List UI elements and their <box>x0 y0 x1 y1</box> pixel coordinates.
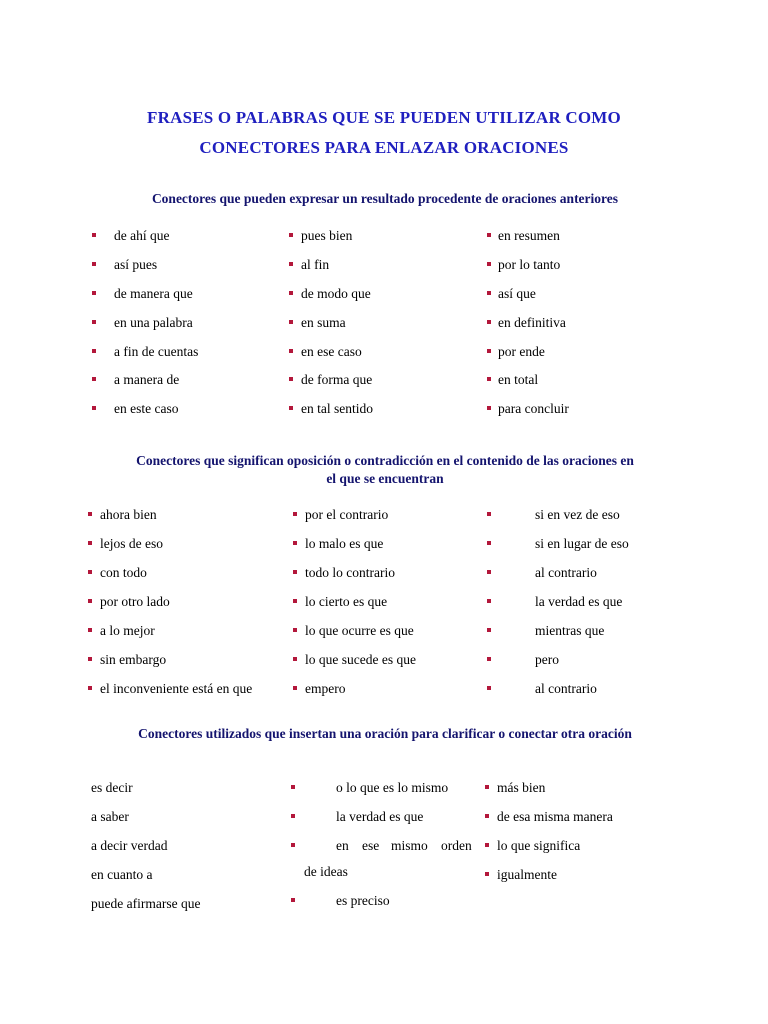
list-item: a lo mejor <box>100 623 155 638</box>
list-item: a saber <box>91 809 129 824</box>
list-item: a fin de cuentas <box>114 344 199 359</box>
list-item: al contrario <box>535 681 597 696</box>
bullet-icon <box>92 291 96 295</box>
list-item: más bien <box>497 780 546 795</box>
list-item: de manera que <box>114 286 193 301</box>
list-item: por lo tanto <box>498 257 561 272</box>
bullet-icon <box>88 570 92 574</box>
bullet-icon <box>293 512 297 516</box>
list-item: con todo <box>100 565 147 580</box>
bullet-icon <box>485 814 489 818</box>
list-item-word: ese <box>362 838 380 853</box>
list-item: sin embargo <box>100 652 167 667</box>
list-item: a manera de <box>114 372 180 387</box>
list-item: pero <box>535 652 559 667</box>
bullet-icon <box>487 599 491 603</box>
list-item: es decir <box>91 780 133 795</box>
bullet-icon <box>289 320 293 324</box>
list-item: en este caso <box>114 401 179 416</box>
list-item: si en lugar de eso <box>535 536 629 551</box>
list-item: la verdad es que <box>535 594 623 609</box>
bullet-icon <box>92 262 96 266</box>
list-item: es preciso <box>336 893 390 908</box>
bullet-icon <box>487 349 491 353</box>
bullet-icon <box>485 872 489 876</box>
section2-heading-line2: el que se encuentran <box>326 471 444 486</box>
bullet-icon <box>487 320 491 324</box>
list-item: puede afirmarse que <box>91 896 201 911</box>
list-item: de forma que <box>301 372 373 387</box>
list-item: o lo que es lo mismo <box>336 780 449 795</box>
list-item: en ese caso <box>301 344 362 359</box>
list-item: al fin <box>301 257 330 272</box>
bullet-icon <box>88 657 92 661</box>
bullet-icon <box>88 599 92 603</box>
list-item: en suma <box>301 315 346 330</box>
bullet-icon <box>487 262 491 266</box>
bullet-icon <box>88 628 92 632</box>
list-item-word: orden <box>441 838 472 853</box>
list-item: en resumen <box>498 228 560 243</box>
list-item: pues bien <box>301 228 353 243</box>
bullet-icon <box>88 512 92 516</box>
list-item: igualmente <box>497 867 557 882</box>
list-item: todo lo contrario <box>305 565 395 580</box>
list-item: lo que sucede es que <box>305 652 416 667</box>
list-item: así que <box>498 286 536 301</box>
list-item: de esa misma manera <box>497 809 613 824</box>
bullet-icon <box>293 657 297 661</box>
list-item <box>336 838 472 854</box>
bullet-icon <box>291 814 295 818</box>
list-item: lo que significa <box>497 838 581 853</box>
list-item: lo que ocurre es que <box>305 623 414 638</box>
list-item: por ende <box>498 344 545 359</box>
list-item: lo cierto es que <box>305 594 388 609</box>
bullet-icon <box>293 686 297 690</box>
section1-heading: Conectores que pueden expresar un resultado procedente de oraciones anteriores <box>151 191 619 206</box>
list-item: al contrario <box>535 565 597 580</box>
list-item: a decir verdad <box>91 838 168 853</box>
list-item: empero <box>305 681 346 696</box>
list-item: en una palabra <box>114 315 193 330</box>
bullet-icon <box>487 570 491 574</box>
bullet-icon <box>293 628 297 632</box>
bullet-icon <box>487 406 491 410</box>
bullet-icon <box>485 785 489 789</box>
bullet-icon <box>293 541 297 545</box>
bullet-icon <box>92 377 96 381</box>
list-item: para concluir <box>498 401 569 416</box>
bullet-icon <box>92 406 96 410</box>
bullet-icon <box>487 512 491 516</box>
bullet-icon <box>92 349 96 353</box>
list-item: en definitiva <box>498 315 566 330</box>
list-item: por otro lado <box>100 594 170 609</box>
bullet-icon <box>92 320 96 324</box>
document-title-line2: CONECTORES PARA ENLAZAR ORACIONES <box>199 138 569 157</box>
bullet-icon <box>291 898 295 902</box>
bullet-icon <box>487 291 491 295</box>
list-item: en cuanto a <box>91 867 153 882</box>
list-item: así pues <box>114 257 158 272</box>
section3-heading: Conectores utilizados que insertan una oración para clarificar o conectar otra oración <box>138 726 632 741</box>
bullet-icon <box>487 541 491 545</box>
list-item: de modo que <box>301 286 371 301</box>
list-item: en tal sentido <box>301 401 373 416</box>
list-item: la verdad es que <box>336 809 424 824</box>
document-title-line1: FRASES O PALABRAS QUE SE PUEDEN UTILIZAR COMO <box>147 108 621 127</box>
list-item-word: en <box>336 838 349 853</box>
bullet-icon <box>291 785 295 789</box>
list-item: si en vez de eso <box>535 507 620 522</box>
list-item: mientras que <box>535 623 605 638</box>
bullet-icon <box>487 686 491 690</box>
bullet-icon <box>289 377 293 381</box>
bullet-icon <box>289 406 293 410</box>
bullet-icon <box>289 291 293 295</box>
list-item: de ahí que <box>114 228 170 243</box>
section2-heading-line1: Conectores que significan oposición o contradicción en el contenido de las oraciones en <box>136 453 634 468</box>
bullet-icon <box>293 599 297 603</box>
bullet-icon <box>293 570 297 574</box>
bullet-icon <box>92 233 96 237</box>
list-item-word: mismo <box>391 838 428 853</box>
bullet-icon <box>291 843 295 847</box>
list-item: en total <box>498 372 539 387</box>
bullet-icon <box>487 233 491 237</box>
bullet-icon <box>487 377 491 381</box>
list-item: por el contrario <box>305 507 389 522</box>
bullet-icon <box>487 628 491 632</box>
list-item: lo malo es que <box>305 536 384 551</box>
bullet-icon <box>289 262 293 266</box>
bullet-icon <box>487 657 491 661</box>
list-item: ahora bien <box>100 507 157 522</box>
bullet-icon <box>88 541 92 545</box>
list-item-continuation: de ideas <box>304 864 348 879</box>
bullet-icon <box>289 233 293 237</box>
bullet-icon <box>88 686 92 690</box>
list-item: lejos de eso <box>100 536 163 551</box>
bullet-icon <box>289 349 293 353</box>
list-item: el inconveniente está en que <box>100 681 253 696</box>
bullet-icon <box>485 843 489 847</box>
